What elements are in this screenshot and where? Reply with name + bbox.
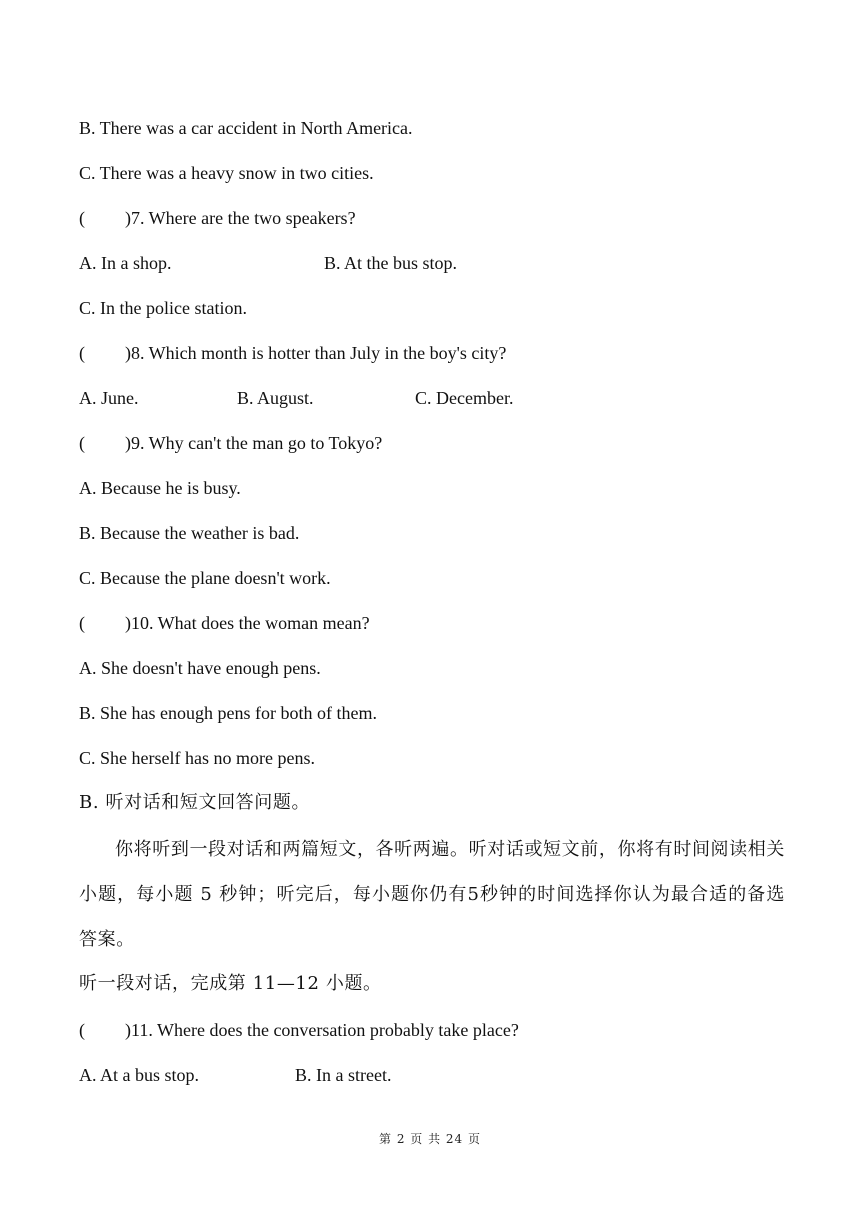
question-10 [79, 611, 370, 635]
q11-option-a: A. At a bus stop. [79, 1065, 200, 1085]
q6-option-c [79, 161, 374, 185]
q6-option-b [79, 116, 413, 140]
option-text: C. Because the plane doesn't work. [79, 568, 331, 588]
q8-option-a: A. June. [79, 388, 139, 408]
answer-blank: ( [79, 208, 85, 228]
q7-option-a: A. In a shop. [79, 253, 172, 273]
section-b-instructions: 你将听到一段对话和两篇短文，各听两遍。听对话或短文前，你将有时间阅读相关小题，每小题 5 秒钟；听完后，每小题你仍有5秒钟的时间选择你认为最合适的备选答案。 [79, 839, 785, 950]
question-text: )11. Where does the conversation probably take place? [125, 1020, 519, 1040]
question-text: )9. Why can't the man go to Tokyo? [125, 433, 383, 453]
question-text: )7. Where are the two speakers? [125, 208, 356, 228]
q8-options [79, 386, 779, 410]
q9-option-c [79, 566, 331, 590]
option-text: B. Because the weather is bad. [79, 523, 300, 543]
option-text: B. There was a car accident in North America. [79, 118, 413, 138]
q7-option-b: B. At the bus stop. [324, 253, 458, 273]
question-8 [79, 341, 506, 365]
answer-blank: ( [79, 343, 85, 363]
page-footer: 第 2 页 共 24 页 [379, 1132, 481, 1146]
q10-option-c [79, 746, 315, 770]
q7-option-c [79, 296, 247, 320]
q10-option-a [79, 656, 321, 680]
heading-text: B. 听对话和短文回答问题。 [79, 792, 311, 813]
q9-option-a [79, 476, 241, 500]
option-text: C. There was a heavy snow in two cities. [79, 163, 374, 183]
q11-option-b: B. In a street. [295, 1065, 392, 1085]
q7-options [79, 251, 779, 275]
option-text: A. She doesn't have enough pens. [79, 658, 321, 678]
answer-blank: ( [79, 433, 85, 453]
option-text: C. In the police station. [79, 298, 247, 318]
q10-option-b [79, 701, 377, 725]
question-7 [79, 206, 356, 230]
q8-option-b: B. August. [237, 388, 314, 408]
question-9 [79, 431, 382, 455]
q9-option-b [79, 521, 299, 545]
q11-options [79, 1063, 779, 1087]
q8-option-c: C. December. [415, 388, 514, 408]
option-text: A. Because he is busy. [79, 478, 241, 498]
answer-blank: ( [79, 1020, 85, 1040]
section-b-heading [79, 791, 310, 815]
question-text: )8. Which month is hotter than July in the boy's city? [125, 343, 507, 363]
option-text: C. She herself has no more pens. [79, 748, 315, 768]
intro-text: 听一段对话，完成第 11—12 小题。 [79, 973, 382, 994]
answer-blank: ( [79, 613, 85, 633]
question-text: )10. What does the woman mean? [125, 613, 370, 633]
question-11 [79, 1018, 519, 1042]
option-text: B. She has enough pens for both of them. [79, 703, 377, 723]
dialogue-intro [79, 972, 382, 996]
